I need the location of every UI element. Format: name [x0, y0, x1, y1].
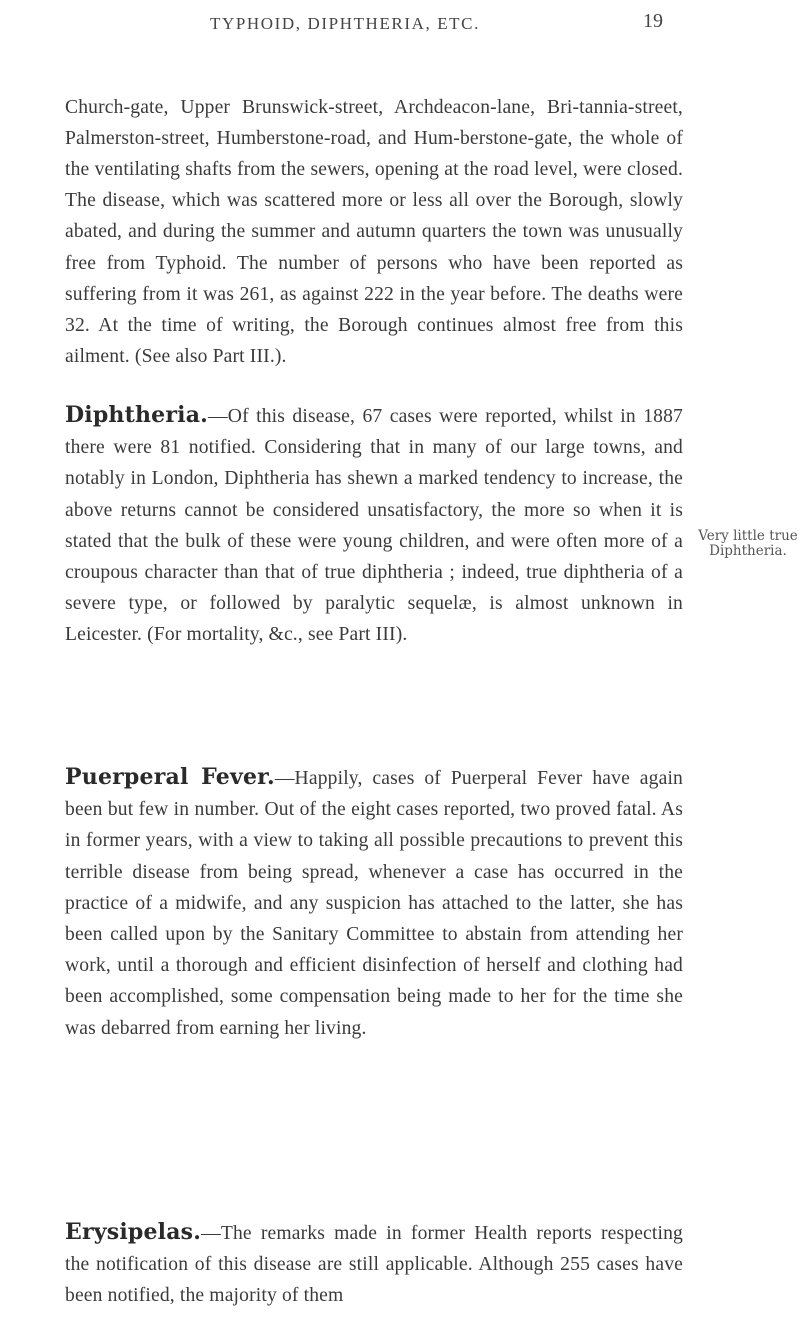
diphtheria-heading: Diphtheria.: [65, 402, 209, 428]
puerperal-fever-paragraph: [65, 762, 683, 1044]
page-number: 19: [643, 10, 663, 32]
puerperal-fever-heading: Puerperal Fever.: [65, 764, 275, 790]
margin-note-line1: Very little true: [698, 528, 798, 544]
continuation-text: Church-gate, Upper Brunswick-street, Archdeacon-lane, Bri-tannia-street, Palmerston-street, Humberstone-road, and Hum-berstone-gate, the whole of the ventilating shafts from the sewers, opening at the road level, were closed. The disease, which was scattered more or less all over the Borough, slowly abated, and during the summer and autumn quarters the town was unusually free from Typhoid. The number of persons who have been reported as suffering from it was 261, as against 222 in the year before. The deaths were 32. At the time of writing, the Borough continues almost free from this ailment. (See also Part III.).: [65, 96, 683, 368]
puerperal-fever-text: —Happily, cases of Puerperal Fever have again been but few in number. Out of the eight cases reported, two proved fatal. As in former years, with a view to taking all possible precautions to prevent this terrible disease from being spread, whenever a case has occurred in the practice of a midwife, and any suspicion has attached to the latter, she has been called upon by the Sanitary Committee to abstain from attending her work, until a thorough and efficient disinfection of herself and clothing had been accomplished, some compensation being made to her for the time she was debarred from earning her living.: [65, 768, 683, 1039]
erysipelas-heading: Erysipelas.: [65, 1219, 202, 1245]
running-head: TYPHOID, DIPHTHERIA, ETC.: [210, 14, 480, 33]
margin-note: [698, 529, 798, 559]
margin-note-line2: Diphtheria.: [709, 543, 787, 559]
erysipelas-text: —The remarks made in former Health reports respecting the notification of this disease are still applicable. Although 255 cases have been notified, the majority of them: [65, 1223, 683, 1307]
diphtheria-paragraph: [65, 400, 683, 651]
erysipelas-paragraph: [65, 1217, 683, 1312]
continuation-paragraph: [65, 72, 683, 392]
diphtheria-text: —Of this disease, 67 cases were reported, whilst in 1887 there were 81 notified. Considering that in many of our large towns, and notably in London, Diphtheria has shewn a marked tendency to increase, the above returns cannot be considered unsatisfactory, the more so when it is stated that the bulk of these were young children, and were often more of a croupous character than that of true diphtheria ; indeed, true diphtheria of a severe type, or followed by paralytic sequelæ, is almost unknown in Leicester. (For mortality, &c., see Part III).: [65, 406, 683, 646]
